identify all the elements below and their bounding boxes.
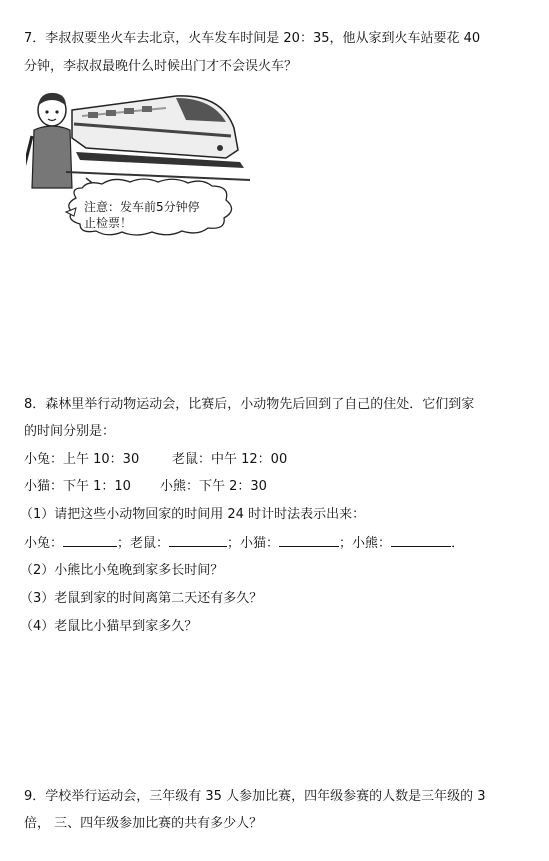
q8-arrival-rabbit: 小兔：上午 10：30	[24, 452, 140, 467]
rabbit-answer-blank[interactable]	[63, 534, 117, 547]
bubble-line-2: 止检票！	[84, 216, 133, 230]
q8-arrival-cat: 小猫：下午 1：10	[24, 479, 131, 494]
fill-row-end: ．	[451, 536, 465, 551]
bubble-note	[84, 199, 234, 231]
q9-line-1: 9．学校举行运动会，三年级有 35 人参加比赛，四年级参赛的人数是三年级的 3	[24, 789, 486, 804]
q7-line-2: 分钟，李叔叔最晚什么时候出门才不会误火车？	[24, 59, 298, 74]
mouse-answer-blank[interactable]	[169, 534, 227, 547]
fill-label-rabbit: 小兔：	[24, 536, 64, 551]
q8-fill-row	[24, 534, 464, 553]
fill-label-mouse: ；老鼠：	[117, 536, 170, 551]
q8-line-2: 的时间分别是：	[24, 424, 116, 439]
q9-line-2: 倍， 三、四年级参加比赛的共有多少人？	[24, 816, 263, 831]
bubble-line-1: 注意：发车前5分钟停	[84, 200, 200, 214]
q8-sub-4: （4）老鼠比小猫早到家多久？	[20, 619, 198, 634]
cat-answer-blank[interactable]	[279, 534, 339, 547]
q8-sub-3: （3）老鼠到家的时间离第二天还有多久？	[20, 591, 263, 606]
q8-line-1: 8．森林里举行动物运动会，比赛后，小动物先后回到了自己的住处．它们到家	[24, 397, 475, 412]
boy-figure	[26, 93, 72, 188]
fill-label-cat: ；小猫：	[227, 536, 280, 551]
train-figure	[66, 96, 250, 192]
bear-answer-blank[interactable]	[391, 534, 451, 547]
q8-sub-1: （1）请把这些小动物回家的时间用 24 时计时法表示出来：	[20, 507, 366, 522]
q8-sub-2: （2）小熊比小兔晚到家多长时间？	[20, 563, 224, 578]
q7-line-1: 7．李叔叔要坐火车去北京，火车发车时间是 20：35，他从家到火车站要花 40	[24, 31, 481, 46]
fill-label-bear: ；小熊：	[339, 536, 392, 551]
q8-arrival-mouse: 老鼠：中午 12：00	[172, 452, 288, 467]
q8-arrival-bear: 小熊：下午 2：30	[160, 479, 267, 494]
